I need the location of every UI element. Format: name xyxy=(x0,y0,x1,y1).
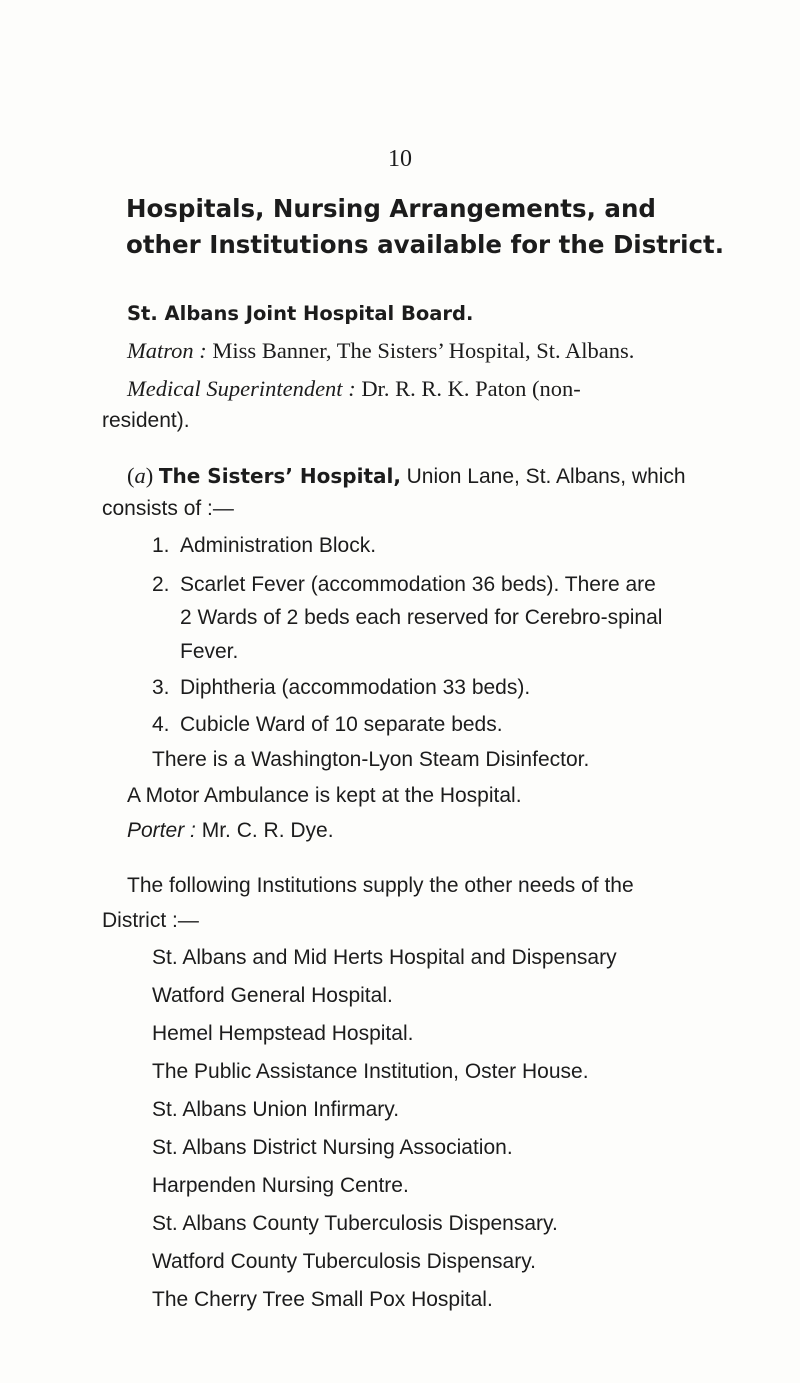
institution-item: St. Albans County Tuberculosis Dispensary. xyxy=(152,1212,558,1235)
institution-item: Watford General Hospital. xyxy=(152,984,393,1007)
sisters-hospital-location: Union Lane, St. Albans, which xyxy=(406,465,686,488)
matron-line xyxy=(127,338,634,364)
title-line-1: Hospitals, Nursing Arrangements, and xyxy=(126,194,656,223)
matron-label: Matron : xyxy=(127,338,207,363)
list-item: 2. Scarlet Fever (accommodation 36 beds). There are xyxy=(152,573,656,596)
superintendent-value: Dr. R. R. K. Paton (non- xyxy=(361,376,581,401)
page-title xyxy=(126,191,725,263)
list-item: 1. Administration Block. xyxy=(152,534,377,557)
superintendent-line xyxy=(127,376,581,402)
following-line-2: District :— xyxy=(102,909,199,932)
institution-item: Harpenden Nursing Centre. xyxy=(152,1174,409,1197)
board-heading: St. Albans Joint Hospital Board. xyxy=(127,302,474,325)
institution-item: Hemel Hempstead Hospital. xyxy=(152,1022,414,1045)
institution-item: St. Albans Union Infirmary. xyxy=(152,1098,400,1121)
list-item-cont: Fever. xyxy=(180,640,239,663)
institution-item: St. Albans District Nursing Association. xyxy=(152,1136,513,1159)
superintendent-cont: resident). xyxy=(102,409,190,432)
list-item: 3. Diphtheria (accommodation 33 beds). xyxy=(152,676,531,699)
porter-line xyxy=(127,819,334,843)
institution-item: The Public Assistance Institution, Oster House. xyxy=(152,1060,589,1083)
sisters-hospital-line: (a) The Sisters’ Hospital, Union Lane, St. Albans, which xyxy=(127,463,686,488)
disinfector-note: There is a Washington-Lyon Steam Disinfector. xyxy=(152,748,590,771)
institution-item: St. Albans and Mid Herts Hospital and Dispensary xyxy=(152,946,617,969)
matron-value: Miss Banner, The Sisters’ Hospital, St. Albans. xyxy=(212,338,635,363)
sisters-hospital-name: The Sisters’ Hospital, xyxy=(158,464,401,488)
page-number: 10 xyxy=(388,146,412,172)
porter-value: Mr. C. R. Dye. xyxy=(201,819,334,842)
sisters-hospital-cont: consists of :— xyxy=(102,497,234,520)
porter-label: Porter : xyxy=(127,819,196,842)
institution-item: The Cherry Tree Small Pox Hospital. xyxy=(152,1288,493,1311)
list-item-cont: 2 Wards of 2 beds each reserved for Cerebro-spinal xyxy=(180,606,663,629)
institution-item: Watford County Tuberculosis Dispensary. xyxy=(152,1250,536,1273)
list-item: 4. Cubicle Ward of 10 separate beds. xyxy=(152,713,503,736)
ambulance-note: A Motor Ambulance is kept at the Hospital. xyxy=(127,784,522,807)
following-line-1: The following Institutions supply the other needs of the xyxy=(127,874,634,897)
title-line-2: other Institutions available for the District. xyxy=(126,230,725,259)
superintendent-label: Medical Superintendent : xyxy=(127,376,356,401)
